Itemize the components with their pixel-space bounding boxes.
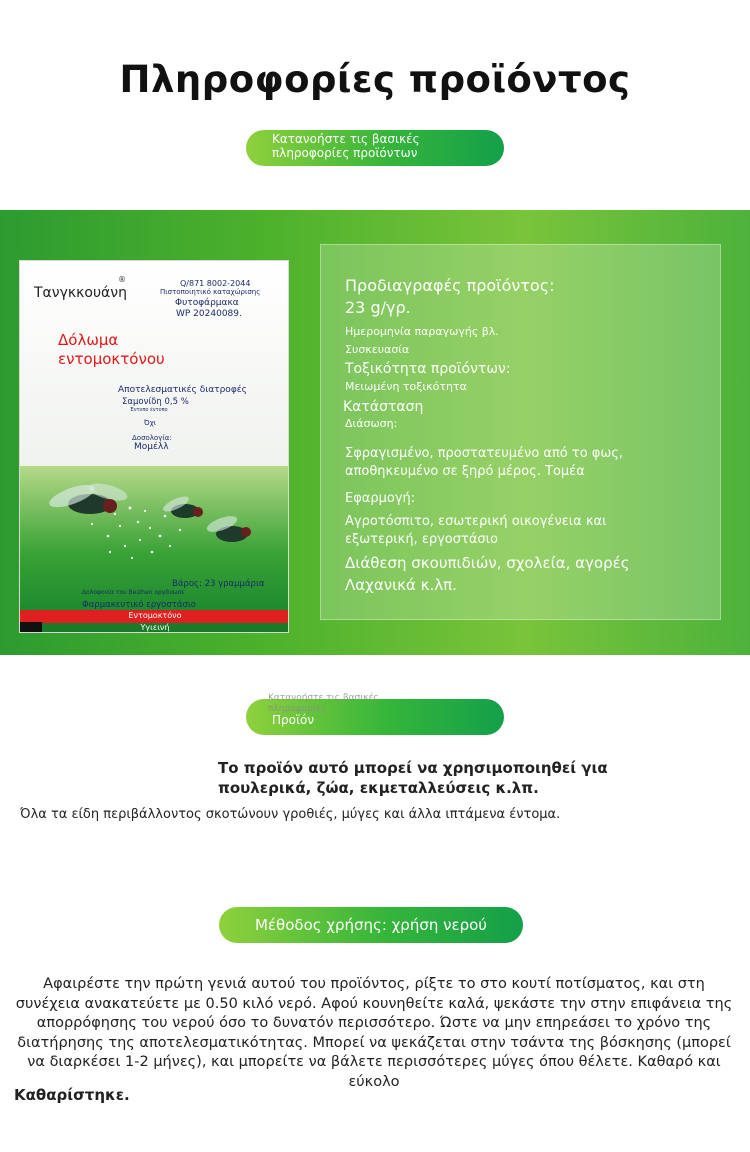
specs-application-value: Αγροτόσπιτο, εσωτερική οικογένεια και εξωτερική, εργοστάσιο — [345, 514, 607, 547]
product-pill — [246, 693, 504, 735]
method-pill-label: Μέθοδος χρήσης: χρήση νερού — [254, 916, 487, 934]
specs-production-date: Ημερομηνία παραγωγής βλ. — [345, 325, 499, 338]
specs-toxicity-value: Μειωμένη τοξικότητα — [345, 380, 467, 393]
package-cert: Πιστοποιητικό καταχώρισης — [160, 288, 261, 296]
package-red-band-label: Εντομοκτόνο — [128, 611, 182, 620]
package-dosage: Δοσολογία: — [132, 434, 172, 442]
method-pill — [219, 907, 523, 943]
package-manufacturer-note: Δολοφονία του Beizhen οργάνωσε — [82, 589, 185, 596]
package-weight: Βάρος: 23 γραμμάρια — [172, 579, 265, 589]
info-pill-label: Κατανοήστε τις βασικές πληροφορίες προϊόντων — [272, 132, 420, 160]
method-paragraph: Αφαιρέστε την πρώτη γενιά αυτού του προϊόντος, ρίξτε το στο κουτί ποτίσματος, και στη συνέχεια ανακατεύετε με 0.50 κιλό νερό. Αφού κουνηθείτε καλά, ψεκάστε την στην επιφάνεια της απορρόφησης του νερού όσο το δυνατόν περισσότερο. Ώστε να μην επηρεάσει το χρόνο της διατήρησης της αποτελεσματικότητας. Μπορεί να ψεκάζεται στην τσάντα της βόσκησης (μπορεί να διαρκέσει 1-2 μήνες), και μπορείτε να βάλετε περισσότερες μύγες όπου θέλετε. Καθαρό και εύκολο — [15, 976, 733, 1090]
package-reg-number: WP 20240089. — [176, 309, 242, 319]
package-form: Μομέλλ — [134, 442, 169, 452]
package-ingredient: Σαμονίδη 0,5 % — [122, 397, 189, 407]
package-category: Φυτοφάρμακα — [175, 298, 239, 308]
product-package-image — [19, 260, 289, 633]
package-efficacy: Αποτελεσματικές διατροφές — [118, 385, 247, 395]
product-pill-label: Προϊόν — [272, 713, 315, 727]
product-effect-text: Όλα τα είδη περιβάλλοντος σκοτώνουν γροθιές, μύγες και άλλα ιπτάμενα έντομα. — [20, 807, 561, 822]
specs-vegetables: Λαχανικά κ.λπ. — [345, 576, 457, 594]
package-no: Όχι — [144, 419, 157, 427]
specs-heading: Προδιαγραφές προϊόντος: 23 g/γρ. — [345, 276, 555, 317]
registered-mark: ® — [118, 275, 126, 284]
specs-packaging: Συσκευασία — [345, 343, 410, 356]
specs-preservation-label: Διάσωση: — [345, 417, 398, 430]
package-type-small: Έντυπο έντυπο — [130, 407, 168, 413]
info-pill — [246, 130, 504, 166]
page-title: Πληροφορίες προϊόντος — [119, 58, 631, 101]
product-usage-text: Το προϊόν αυτό μπορεί να χρησιμοποιηθεί για πουλερικά, ζώα, εκμεταλλεύσεις κ.λπ. — [218, 759, 608, 797]
specs-toxicity-label: Τοξικότητα προϊόντων: — [345, 361, 511, 377]
specs-panel — [320, 244, 721, 620]
product-pill-faded-text: Κατανοήστε τις βασικές πληροφορίες — [268, 693, 379, 714]
package-code: Q/871 8002-2044 — [180, 279, 251, 288]
method-final-word: Καθαρίστηκε. — [14, 1086, 130, 1104]
specs-state-label: Κατάσταση — [343, 399, 424, 415]
package-bottom-band-label: Υγιεινή — [140, 623, 170, 632]
product-name-line2: εντομοκτόνου — [58, 350, 165, 368]
specs-application-label: Εφαρμογή: — [345, 491, 416, 506]
package-factory: Φαρμακευτικό εργοστάσιο — [82, 600, 196, 610]
specs-places: Διάθεση σκουπιδιών, σχολεία, αγορές — [345, 554, 630, 572]
product-name-line1: Δόλωμα — [58, 331, 119, 349]
package-brand: Τανγκκουάνη — [34, 285, 127, 301]
specs-storage: Σφραγισμένο, προστατευμένο από το φως, αποθηκευμένο σε ξηρό μέρος. Τομέα — [345, 446, 624, 479]
